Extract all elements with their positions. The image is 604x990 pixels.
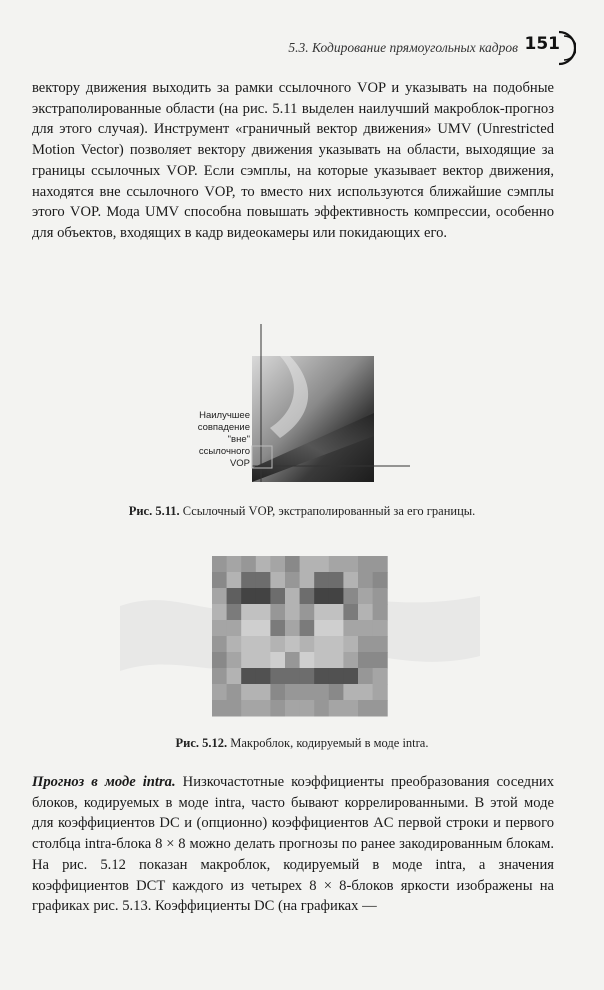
- macroblock-pixel: [212, 652, 227, 669]
- macroblock-pixel: [285, 668, 300, 685]
- macroblock-pixel: [329, 636, 344, 653]
- macroblock-pixel: [329, 620, 344, 637]
- macroblock-pixel: [373, 652, 388, 669]
- macroblock-pixel: [373, 684, 388, 701]
- macroblock-pixel: [343, 556, 358, 573]
- macroblock-pixel: [212, 636, 227, 653]
- macroblock-pixel: [329, 604, 344, 621]
- macroblock-pixel: [256, 556, 271, 573]
- macroblock-pixel: [373, 604, 388, 621]
- macroblock-pixel: [373, 636, 388, 653]
- macroblock-pixel: [358, 556, 373, 573]
- macroblock-pixel: [329, 572, 344, 589]
- macroblock-pixel: [212, 556, 227, 573]
- figure-5-11-caption: [0, 504, 604, 519]
- macroblock-pixel: [227, 572, 242, 589]
- macroblock-pixel: [256, 588, 271, 605]
- macroblock-pixel: [241, 700, 256, 717]
- macroblock-pixel: [285, 684, 300, 701]
- macroblock-pixel: [300, 700, 315, 717]
- macroblock-pixel: [241, 572, 256, 589]
- macroblock-pixel: [314, 636, 329, 653]
- macroblock-pixel: [343, 652, 358, 669]
- best-match-label-line-4: ссылочного: [198, 446, 250, 457]
- macroblock-pixel: [329, 684, 344, 701]
- macroblock-pixel: [256, 652, 271, 669]
- macroblock-pixel: [212, 684, 227, 701]
- macroblock-pixel: [314, 700, 329, 717]
- macroblock-pixel: [329, 668, 344, 685]
- macroblock-pixel: [314, 588, 329, 605]
- macroblock-pixel: [343, 604, 358, 621]
- macroblock-pixel: [358, 636, 373, 653]
- macroblock-pixel: [241, 636, 256, 653]
- macroblock-pixel: [314, 652, 329, 669]
- best-match-label-line-3: "вне": [227, 434, 250, 445]
- macroblock-pixel: [358, 620, 373, 637]
- macroblock-pixel: [358, 684, 373, 701]
- macroblock-pixel: [358, 588, 373, 605]
- macroblock-pixel: [373, 572, 388, 589]
- macroblock-pixel: [373, 668, 388, 685]
- macroblock-pixel: [358, 668, 373, 685]
- macroblock-pixel: [314, 668, 329, 685]
- best-match-label-line-5: VOP: [229, 458, 250, 469]
- macroblock-pixel: [256, 636, 271, 653]
- macroblock-pixel: [329, 556, 344, 573]
- body-paragraph-1: вектору движения выходить за рамки ссылочного VOP и указывать на подобные экстраполированные области (на рис. 5.11 выделен наилучший макроблок-прогноз для этого случая). Инструмент «граничный вектор движения» UMV (Unrestricted Motion Vector) позволяет вектору движения указывать на области, выходящие за границы ссылочных VOP. Если сэмплы, на которые указывает вектор движения, находятся вне ссылочного VOP, то вместо них используются ближайшие сэмплы этого VOP. Мода UMV способна повышать эффективность компрессии, особенно для объектов, входящих в кадр видеокамеры или покидающих его.: [32, 80, 554, 241]
- macroblock-pixel: [285, 604, 300, 621]
- macroblock-pixel: [343, 668, 358, 685]
- macroblock-pixel: [270, 700, 285, 717]
- pixel-grid: [212, 556, 388, 717]
- macroblock-pixel: [329, 700, 344, 717]
- macroblock-pixel: [241, 684, 256, 701]
- macroblock-pixel: [329, 588, 344, 605]
- macroblock-pixel: [270, 652, 285, 669]
- macroblock-pixel: [241, 620, 256, 637]
- macroblock-pixel: [314, 556, 329, 573]
- macroblock-pixel: [227, 556, 242, 573]
- macroblock-pixel: [270, 572, 285, 589]
- macroblock-pixel: [343, 636, 358, 653]
- macroblock-pixel: [300, 556, 315, 573]
- macroblock-pixel: [300, 668, 315, 685]
- macroblock-pixel: [212, 700, 227, 717]
- macroblock-pixel: [300, 588, 315, 605]
- macroblock-pixel: [212, 572, 227, 589]
- macroblock-pixel: [270, 604, 285, 621]
- paragraph-run-in-heading: Прогноз в моде intra.: [32, 774, 176, 790]
- body-paragraph-2: [32, 772, 554, 917]
- macroblock-pixel: [343, 684, 358, 701]
- macroblock-pixel: [300, 652, 315, 669]
- macroblock-pixel: [227, 700, 242, 717]
- macroblock-pixel: [270, 668, 285, 685]
- macroblock-pixel: [373, 588, 388, 605]
- macroblock-pixel: [227, 620, 242, 637]
- macroblock-pixel: [241, 604, 256, 621]
- macroblock-pixel: [358, 652, 373, 669]
- macroblock-pixel: [227, 604, 242, 621]
- macroblock-pixel: [373, 556, 388, 573]
- macroblock-pixel: [285, 620, 300, 637]
- macroblock-pixel: [314, 604, 329, 621]
- macroblock-pixel: [241, 668, 256, 685]
- macroblock-pixel: [256, 668, 271, 685]
- macroblock-pixel: [212, 620, 227, 637]
- macroblock-pixel: [270, 636, 285, 653]
- best-match-label-line-2: совпадение: [197, 422, 250, 433]
- macroblock-pixel: [270, 588, 285, 605]
- macroblock-pixel: [285, 652, 300, 669]
- macroblock-pixel: [300, 572, 315, 589]
- page-number: 151: [524, 34, 560, 54]
- macroblock-pixel: [285, 636, 300, 653]
- macroblock-pixel: [300, 636, 315, 653]
- macroblock-pixel: [227, 652, 242, 669]
- figure-5-11-caption-label: Рис. 5.11.: [128, 504, 180, 518]
- macroblock-pixel: [343, 572, 358, 589]
- macroblock-pixel: [270, 620, 285, 637]
- figure-5-12-caption-text: Макроблок, кодируемый в моде intra.: [227, 736, 429, 750]
- macroblock-pixel: [241, 588, 256, 605]
- macroblock-pixel: [285, 572, 300, 589]
- macroblock-pixel: [300, 620, 315, 637]
- macroblock-pixel: [343, 700, 358, 717]
- macroblock-pixel: [227, 588, 242, 605]
- running-head: 5.3. Кодирование прямоугольных кадров: [288, 40, 518, 55]
- macroblock-pixel: [227, 636, 242, 653]
- macroblock-pixel: [227, 684, 242, 701]
- paragraph-2-text: Низкочастотные коэффициенты преобразования соседних блоков, кодируемых в моде intra, часто бывают коррелированными. В этой моде для коэффициентов DC и (опционно) коэффициентов AC первой строки и первого столбца intra-блока 8 × 8 можно делать прогнозы по ранее закодированным блокам. На рис. 5.12 показан макроблок, кодируемый в моде intra, а значения коэффициентов DCT каждого из четырех 8 × 8-блоков яркости изображены на графиках рис. 5.13. Коэффициенты DC (на графиках —: [32, 774, 554, 915]
- macroblock-pixel: [343, 588, 358, 605]
- macroblock-pixel: [373, 620, 388, 637]
- macroblock-pixel: [314, 620, 329, 637]
- macroblock-pixel: [256, 620, 271, 637]
- macroblock-pixel: [343, 620, 358, 637]
- macroblock-pixel: [241, 652, 256, 669]
- macroblock-pixel: [314, 684, 329, 701]
- page-header: [0, 30, 604, 66]
- macroblock-pixel: [212, 668, 227, 685]
- macroblock-pixel: [314, 572, 329, 589]
- macroblock-pixel: [256, 700, 271, 717]
- macroblock-pixel: [241, 556, 256, 573]
- figure-5-11-caption-text: Ссылочный VOP, экстраполированный за его границы.: [179, 504, 476, 518]
- macroblock-pixel: [358, 604, 373, 621]
- best-match-label: [168, 410, 250, 470]
- figure-5-12-caption: [0, 736, 604, 751]
- macroblock-pixel: [270, 684, 285, 701]
- macroblock-pixel: [358, 700, 373, 717]
- best-match-label-line-1: Наилучшее: [199, 410, 250, 421]
- page-number-ornament: [556, 30, 576, 66]
- macroblock-pixel: [270, 556, 285, 573]
- macroblock-pixel: [329, 652, 344, 669]
- macroblock-pixel: [285, 700, 300, 717]
- macroblock-pixel: [256, 572, 271, 589]
- macroblock-pixel: [285, 588, 300, 605]
- figure-5-12-caption-label: Рис. 5.12.: [175, 736, 228, 750]
- macroblock-pixel: [300, 684, 315, 701]
- macroblock-pixel: [285, 556, 300, 573]
- macroblock-pixel: [256, 604, 271, 621]
- macroblock-pixel: [256, 684, 271, 701]
- macroblock-pixel: [212, 604, 227, 621]
- macroblock-pixel: [373, 700, 388, 717]
- macroblock-pixel: [227, 668, 242, 685]
- macroblock-pixel: [358, 572, 373, 589]
- macroblock-pixel: [300, 604, 315, 621]
- figure-5-12-intra-macroblock: [120, 546, 480, 726]
- macroblock-pixel: [212, 588, 227, 605]
